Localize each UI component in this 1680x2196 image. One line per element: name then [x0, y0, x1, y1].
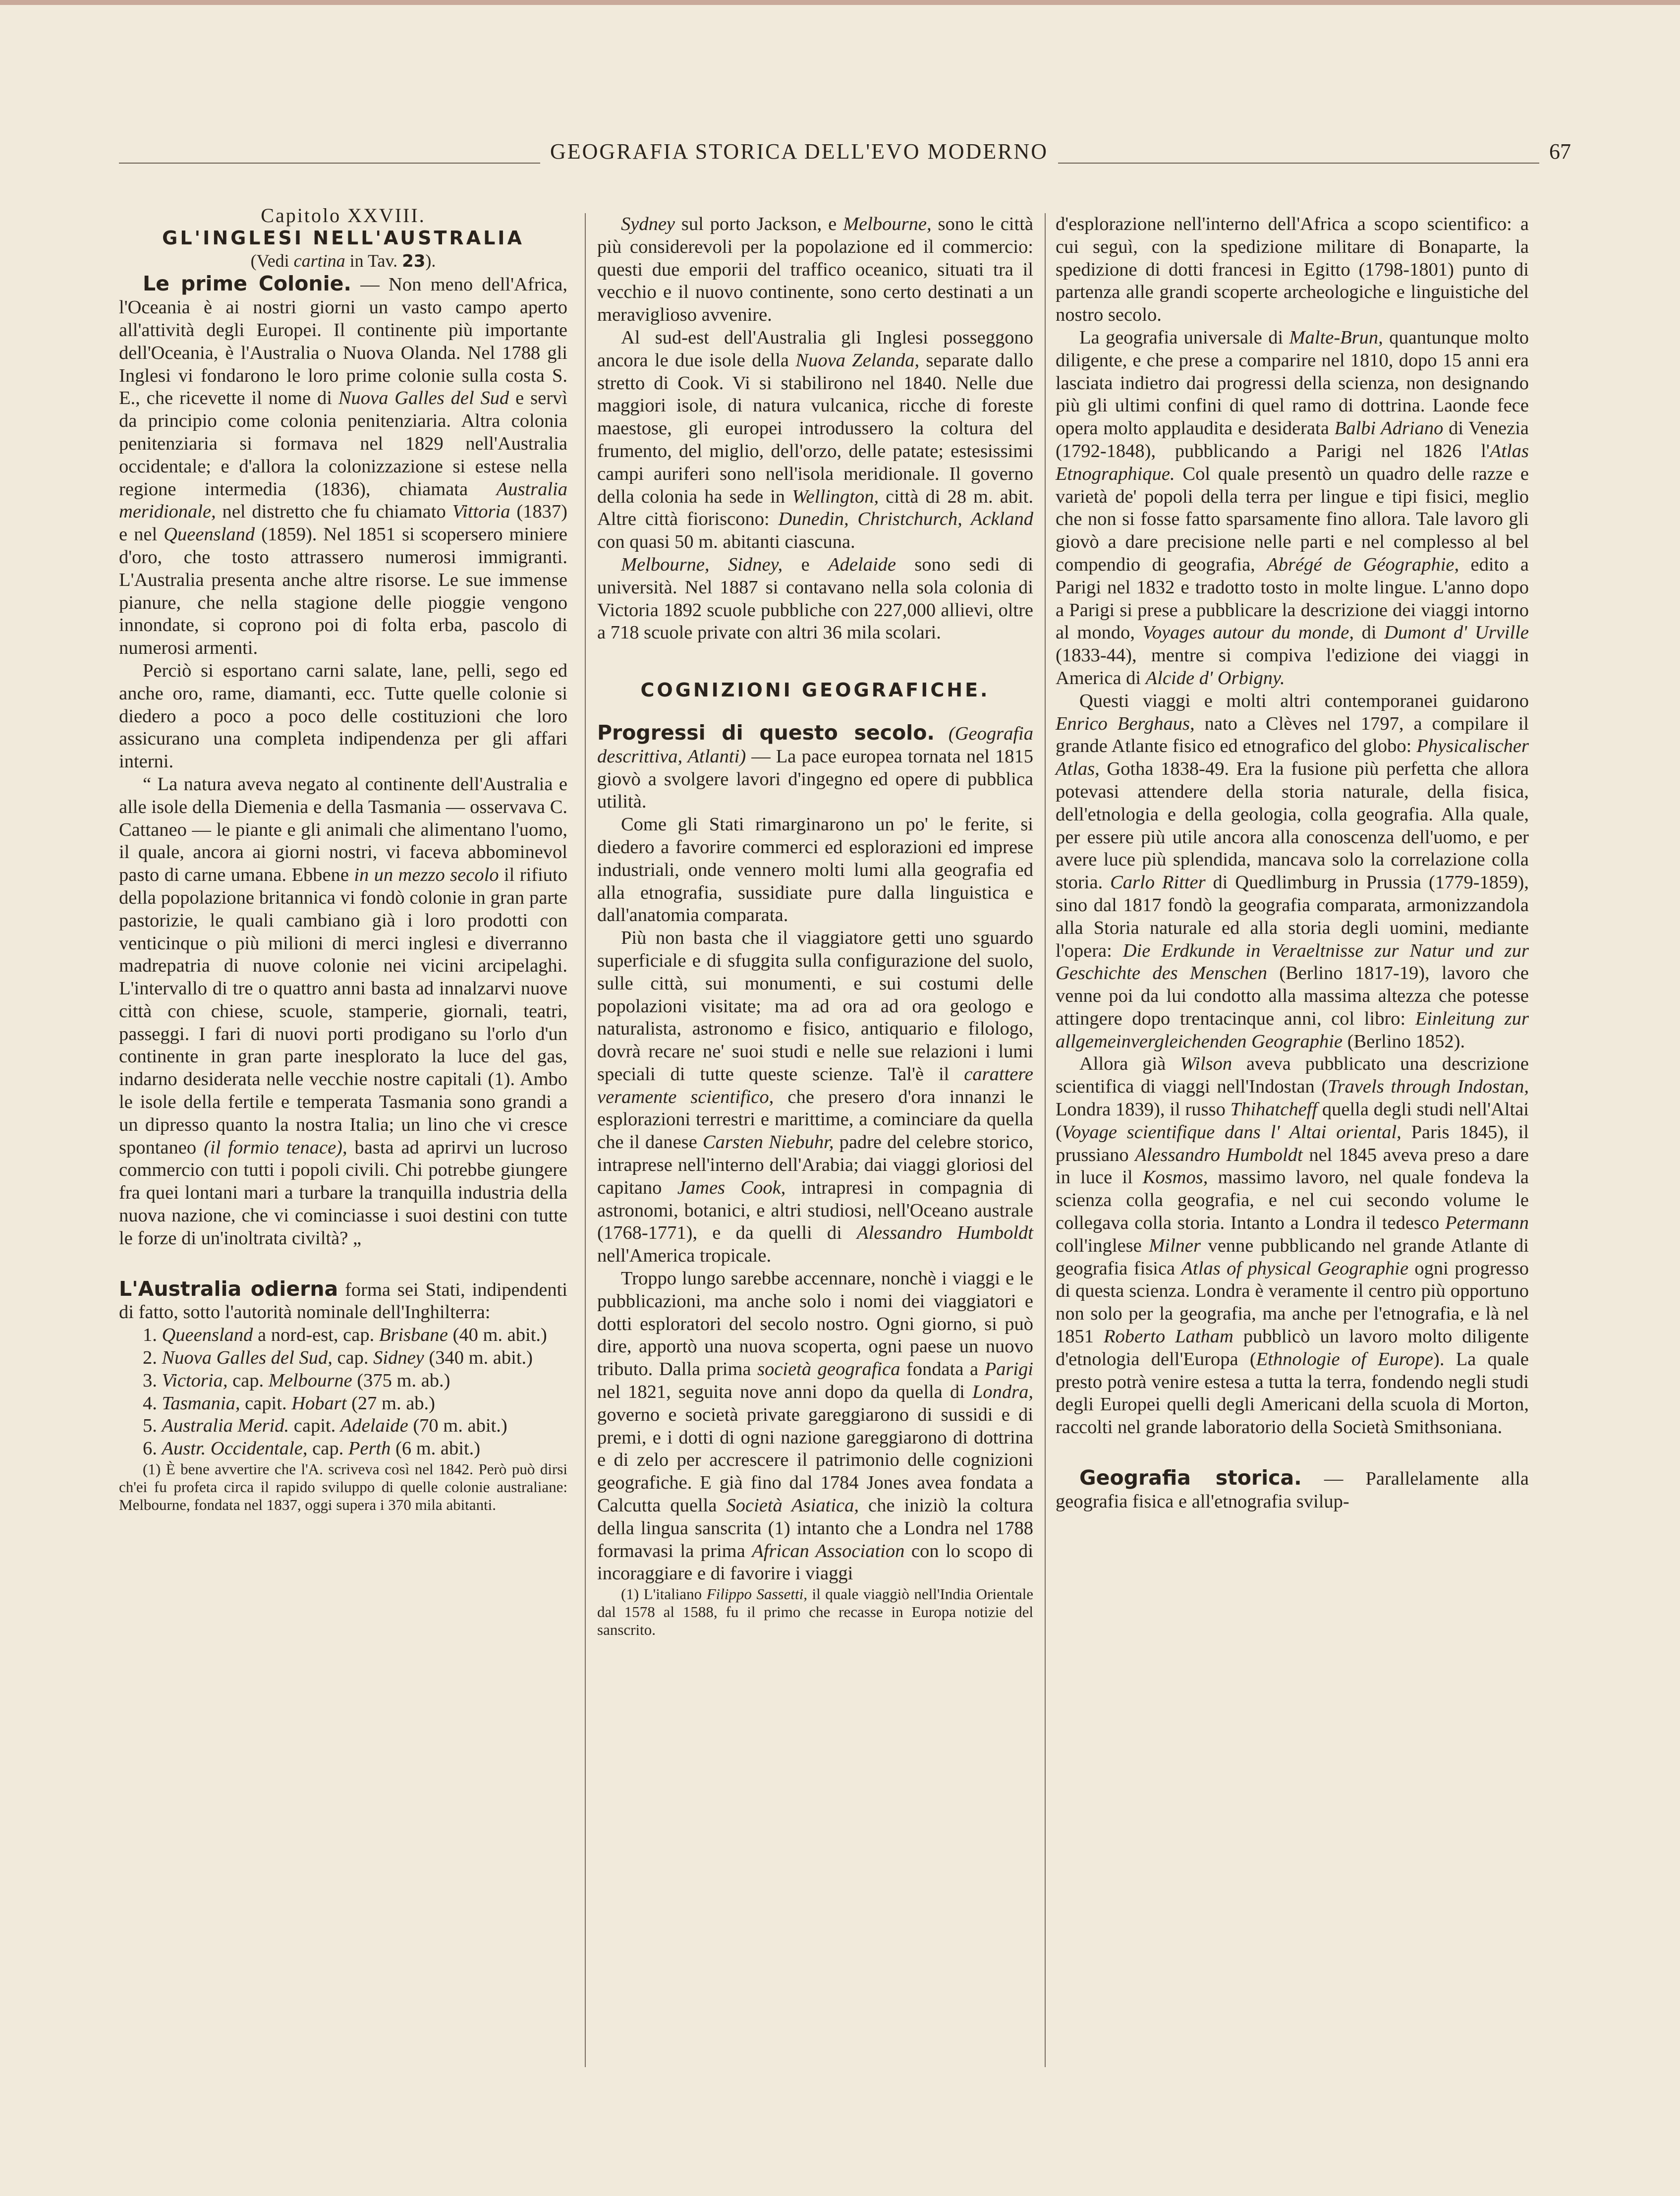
section-heading: COGNIZIONI GEOGRAFICHE. [640, 679, 990, 701]
paragraph-cattaneo-quote: “ La natura aveva negato al continente dell'Australia e alle isole della Diemenia e della Tasmania — osservava C. Cattaneo — le piante e gli animali che alimentano l'uomo, il quale, ancora ai giorni nostri, vi faceva abbominevol pasto di carne umana. Ebbene in un mezzo secolo il rifiuto della popolazione britannica vi fondò colonie in gran parte pastorizie, le quali cambiano già i loro prodotti con venticinque o più milioni di merci inglesi e diverranno madrepatria di nuove colonie nei vicini arcipelaghi. L'intervallo di tre o quattro anni basta ad innalzarvi nuove città con chiese, scuole, stamperie, giornali, teatri, passeggi. I fari di nuovi porti prodigano su l'orlo d'un continente in gran parte inesplorato la luce del gas, indarno desiderata nelle vecchie nostre capitali (1). Ambo le isole della fertile e temperata Tasmania sono grandi a un dipresso quanto la nostra Italia; un lino che vi cresce spontaneo (il formio tenace), basta ad aprirvi un lucroso commercio con tutti i popoli civili. Chi potrebbe giungere fra quei lontani mari a turbare la tranquilla industria della nuova nazione, che vi cominciasse i suoi destini con tutte le forze di un'inoltrata civiltà? „ [119, 773, 567, 1249]
spacer [119, 1250, 567, 1278]
column-2 [597, 213, 1033, 1639]
state-item: 6. Austr. Occidentale, cap. Perth (6 m. abit.) [143, 1438, 481, 1459]
paragraph-esportazioni: Perciò si esportano carni salate, lane, pelli, sego ed anche oro, rame, diamanti, ecc. Tutte quelle colonie si diedero a poco a poco delle costituzioni che loro assicurano una completa indipendenza per gli affari interni. [119, 660, 567, 772]
spacer [597, 644, 1033, 679]
spacer [597, 702, 1033, 722]
footnote: (1) È bene avvertire che l'A. scriveva così nel 1842. Però può dirsi ch'ei fu profeta circa il rapido sviluppo di quelle colonie australiane: Melbourne, fondata nel 1837, oggi supera i 370 mila abitanti. [119, 1460, 567, 1514]
column-3 [1056, 213, 1529, 1513]
paragraph-nuova-zelanda: Al sud-est dell'Australia gli Inglesi posseggono ancora le due isole della Nuova Zelanda, separate dallo stretto di Cook. Vi si stabilirono nel 1840. Nelle due maggiori isole, di natura vulcanica, ricche di foreste maestose, gli europei introdussero la coltura del frumento, del miglio, dell'orzo, delle patate; estesissimi campi auriferi sono nell'isola meridionale. Il governo della colonia ha sede in Wellington, città di 28 m. abit. Altre città fioriscono: Dunedin, Christchurch, Ackland con quasi 50 m. abitanti ciascuna. [597, 327, 1033, 553]
paragraph-wilson-humboldt: Allora già Wilson aveva pubblicato una descrizione scientifica di viaggi nell'Indostan (Travels through Indostan, Londra 1839), il russo Thihatcheff quella degli studi nell'Altai (Voyage scientifique dans l' Altai oriental, Paris 1845), il prussiano Alessandro Humboldt nel 1845 aveva preso a dare in luce il Kosmos, massimo lavoro, nel quale fondeva la scienza colla geografia, e nel cui secondo volume le collegava colla storia. Intanto a Londra il tedesco Petermann coll'inglese Milner venne pubblicando nel grande Atlante di geografia fisica Atlas of physical Geographie ogni progresso di questa scienza. Londra è veramente il centro più opportuno non solo per la geografia, ma anche per l'etnografia, e là nel 1851 Roberto Latham pubblicò un lavoro molto diligente d'etnologia dell'Europa (Ethnologie of Europe). La quale presto potrà venire estesa a tutta la terra, fondendo negli studi degli Europei quelli degli Americani della scuola di Morton, raccolti nel grande laboratorio della Società Smithsoniana. [1056, 1053, 1529, 1438]
spacer [1056, 1439, 1529, 1467]
column-divider-left [585, 213, 586, 2067]
state-item: 5. Australia Merid. capit. Adelaide (70 m. abit.) [143, 1415, 507, 1437]
top-edge-stripe [0, 0, 1680, 5]
chapter-number: Capitolo XXVIII. [261, 204, 426, 227]
paragraph-viaggiatore: Più non basta che il viaggiatore getti uno sguardo superficiale e di sfuggita sulla configurazione del suolo, sulle città, sui monumenti, e sui costumi delle popolazioni visitate; ma ad ora ad ora geologo e naturalista, astronomo e fisico, antiquario e filologo, dovrà recare ne' suoi studi e nelle sue relazioni i lumi speciali di tutte queste scienze. Tal'è il carattere veramente scientifico, che presero d'ora innanzi le esplorazioni terrestri e marittime, a cominciare da quella che il danese Carsten Niebuhr, padre del celebre storico, intraprese nell'interno dell'Arabia; dai viaggi gloriosi del capitano James Cook, intrapresi in compagnia di astronomi, botanici, e altri studiosi, nell'Oceano australe (1768-1771), e da quelli di Alessandro Humboldt nell'America tropicale. [597, 927, 1033, 1267]
paragraph-universita: Melbourne, Sidney, e Adelaide sono sedi di università. Nel 1887 si contavano nella sola colonia di Victoria 1892 scuole pubbliche con 227,000 allievi, oltre a 718 scuole private con altri 36 mila scolari. [597, 554, 1033, 643]
paragraph-sydney-melbourne: Sydney sul porto Jackson, e Melbourne, sono le città più considerevoli per la popolazione ed il commercio: questi due emporii del traffico oceanico, situati tra il vecchio e il nuovo continente, sono certo destinati a un meraviglioso avvenire. [597, 214, 1033, 326]
paragraph-stati: Come gli Stati rimarginarono un po' le ferite, si diedero a favorire commerci ed esplorazioni ed imprese industriali, onde vennero molti lumi alla geografia ed alla etnografia, sussidiate pure dalla linguistica e dall'anatomia comparata. [597, 814, 1033, 926]
paragraph-prime-colonie: Le prime Colonie. — Non meno dell'Africa, l'Oceania è ai nostri giorni un vasto campo aperto all'attività degli Europei. Il continente più importante dell'Oceania, è l'Australia o Nuova Olanda. Nel 1788 gli Inglesi vi fondarono le loro prime colonie sulla costa S. E., che ricevette il nome di Nuova Galles del Sud e servì da principio come colonia penitenziaria. Altra colonia penitenziaria si formava nel 1829 nell'Australia occidentale; e d'allora la colonizzazione si estese nella regione intermedia (1836), chiamata Australia meridionale, nel distretto che fu chiamato Vittoria (1837) e nel Queensland (1859). Nel 1851 si scopersero miniere d'oro, che tosto attrassero numerosi immigranti. L'Australia presenta anche altre risorse. Le sue immense pianure, che nella stagione delle pioggie vengono innondate, si coprono poi di folta erba, pascolo di numerosi armenti. [119, 272, 568, 659]
section-lead: Progressi di questo secolo. [597, 720, 935, 745]
section-lead: Geografia storica. [1079, 1466, 1302, 1490]
chapter-title: GL'INGLESI NELL'AUSTRALIA [162, 227, 524, 249]
paragraph-societa: Troppo lungo sarebbe accennare, nonchè i viaggi e le pubblicazioni, ma anche solo i nomi dei viaggiatori e dotti esploratori del secolo nostro. Ogni giorno, si può dire, apportò una nuova scoperta, ogni paese un nuovo tributo. Dalla prima società geografica fondata a Parigi nel 1821, seguita nove anni dopo da quella di Londra, governo e società private gareggiarono di sussidi e di premi, e i dotti di ogni nazione gareggiarono di dottrina e di zelo per accrescere il patrimonio delle cognizioni geografiche. E già fino dal 1784 Jones avea fondata a Calcutta quella Società Asiatica, che iniziò la coltura della lingua sanscrita (1) intanto che a Londra nel 1788 formavasi la prima African Association con lo scopo di incoraggiare e di favorire i viaggi [597, 1268, 1034, 1584]
section-lead: L'Australia odierna [119, 1276, 338, 1301]
state-item: 3. Victoria, cap. Melbourne (375 m. ab.) [143, 1370, 450, 1391]
page-number: 67 [1539, 139, 1571, 164]
section-lead: Le prime Colonie. [143, 272, 352, 296]
paragraph-geografia-storica: Geografia storica. — Parallelamente alla geografia fisica e all'etnografia svilup- [1056, 1466, 1529, 1512]
states-list [119, 1324, 567, 1460]
paragraph-australia-odierna: L'Australia odierna forma sei Stati, indipendenti di fatto, sotto l'autorità nominale dell'Inghilterra: [119, 1276, 567, 1323]
paragraph-berghaus-ritter: Questi viaggi e molti altri contemporanei guidarono Enrico Berghaus, nato a Clèves nel 1797, a compilare il grande Atlante fisico ed etnografico del globo: Physicalischer Atlas, Gotha 1838-49. Era la fusione più perfetta che allora potevasi attendere della storia naturale, della fisica, dell'etnologia e della geologia, colla geografia. Alla quale, per essere più utile ancora alla conoscenza dell'uomo, e per avere luce più splendida, mancava solo la correlazione colla storia. Carlo Ritter di Quedlimburg in Prussia (1779-1859), sino dal 1817 fondò la geografia comparata, armonizzandola alla Storia naturale ed alla storia degli uomini, mediante l'opera: Die Erdkunde in Veraeltnisse zur Natur und zur Geschichte des Menschen (Berlino 1817-19), lavoro che venne poi da lui condotto alla massima altezza che potesse attingere dopo trentacinque anni, col libro: Einleitung zur allgemeinvergleichenden Geographie (Berlino 1852). [1056, 690, 1529, 1052]
footnote: (1) L'italiano Filippo Sassetti, il quale viaggiò nell'India Orientale dal 1578 al 1588, fu il primo che recasse in Europa notizie del sanscrito. [597, 1585, 1034, 1639]
column-divider-right [1045, 213, 1046, 2067]
column-1 [119, 204, 567, 1514]
paragraph-malte-brun: La geografia universale di Malte-Brun, quantunque molto diligente, e che prese a comparire nel 1810, dopo 15 anni era lasciata indietro dai progressi della scienza, non designando più gli ultimi confini di quel ramo di dottrina. Laonde fece opera molto applaudita e desiderata Balbi Adriano di Venezia (1792-1848), pubblicando a Parigi nel 1826 l'Atlas Etnographique. Col quale presentò un quadro delle razze e varietà de' popoli della terra per lingue e tipi fisici, meglio che non si fosse fatto sparsamente fino allora. Tale lavoro gli giovò a dare precisione nelle parti e nel complesso al bel compendio di geografia, Abrégé de Géographie, edito a Parigi nel 1832 e tradotto tosto in molte lingue. L'anno dopo a Parigi si prese a pubblicare la descrizione dei viaggi intorno al mondo, Voyages autour du monde, di Dumont d' Urville (1833-44), mentre si compiva l'edizione dei viaggi in America di Alcide d' Orbigny. [1056, 327, 1529, 689]
running-title: GEOGRAFIA STORICA DELL'EVO MODERNO [540, 139, 1058, 164]
paragraph-progressi: Progressi di questo secolo. (Geografia descrittiva, Atlanti) — La pace europea tornata nel 1815 giovò a svolgere lavori d'ingegno ed opere di pubblica utilità. [597, 720, 1033, 812]
state-item: 4. Tasmania, capit. Hobart (27 m. ab.) [143, 1392, 435, 1414]
plate-reference: (Vedi cartina in Tav. 23). [250, 250, 436, 271]
running-header [119, 139, 1571, 173]
state-item: 2. Nuova Galles del Sud, cap. Sidney (340 m. abit.) [143, 1347, 533, 1369]
state-item: 1. Queensland a nord-est, cap. Brisbane (40 m. abit.) [143, 1325, 547, 1346]
paragraph-esplorazione: d'esplorazione nell'interno dell'Africa a scopo scientifico: a cui seguì, con la spedizione militare di Bonaparte, la spedizione di dotti francesi in Egitto (1798-1801) punto di partenza alle grandi scoperte archeologiche e linguistiche del nostro secolo. [1056, 214, 1529, 326]
